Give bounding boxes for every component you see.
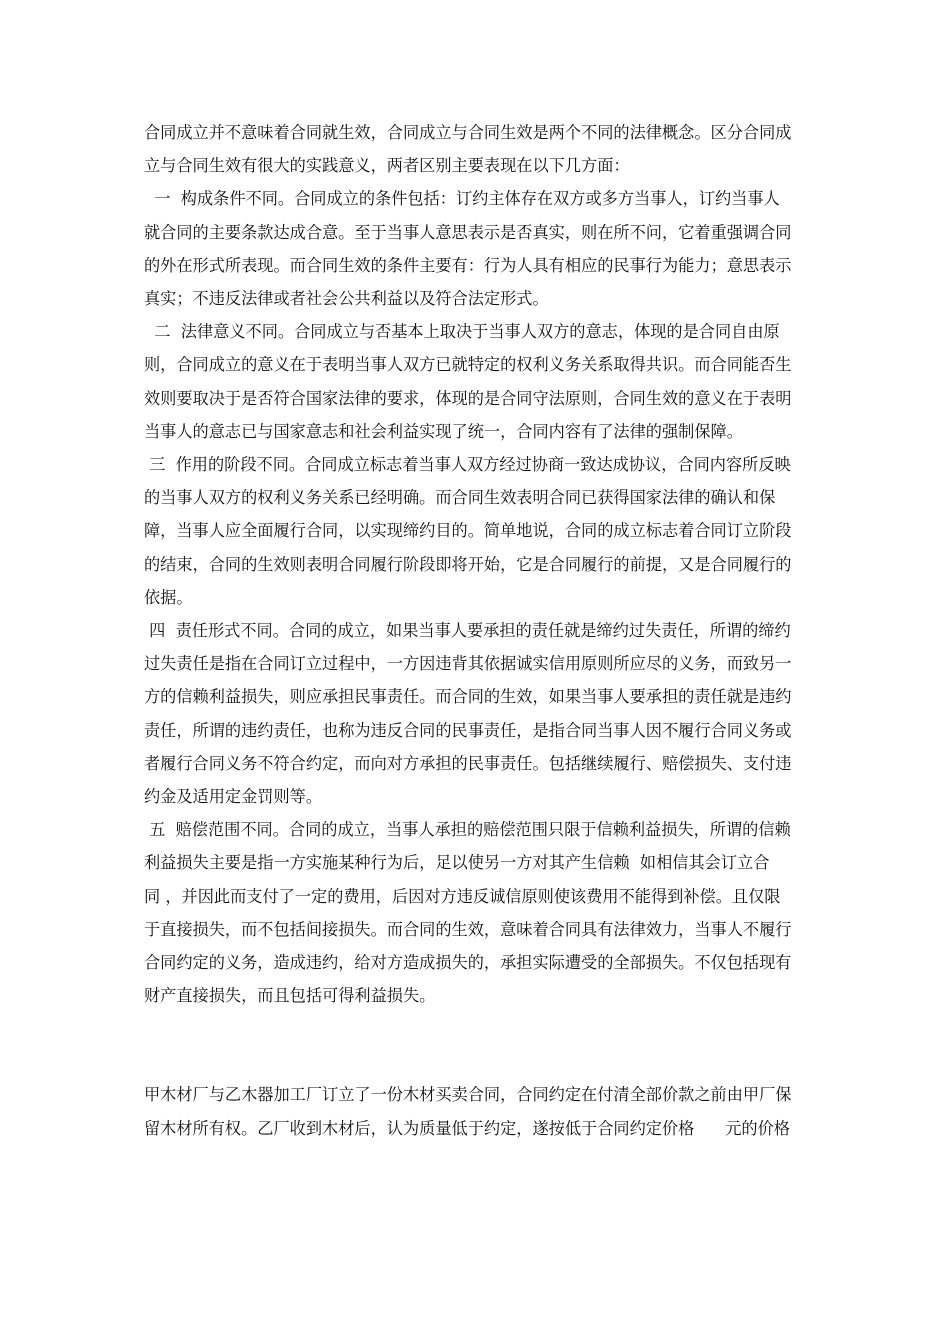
text-line: 就合同的主要条款达成合意。至于当事人意思表示是否真实，则在所不问，它着重强调合同 [144, 222, 792, 242]
text-line: 真实；不违反法律或者社会公共利益以及符合法定形式。 [144, 289, 549, 309]
text-line: 留木材所有权。乙厂收到木材后，认为质量低于约定，遂按低于合同约定价格 元的价格 [144, 1118, 790, 1138]
text-line: 过失责任是指在合同订立过程中，一方因违背其依据诚实信用原则所应尽的义务，而致另一 [144, 654, 792, 674]
text-line: 依据。 [144, 587, 193, 607]
text-line: 合同约定的义务，造成违约，给对方造成损失的，承担实际遭受的全部损失。不仅包括现有 [144, 953, 792, 973]
text-line: 约金及适用定金罚则等。 [144, 787, 323, 807]
text-line: 同 ，并因此而支付了一定的费用，后因对方违反诚信原则使该费用不能得到补偿。且仅限 [144, 886, 781, 906]
section-contract-formation-vs-effect [144, 116, 812, 1012]
text-line: 者履行合同义务不符合约定，而向对方承担的民事责任。包括继续履行、赔偿损失、支付违 [144, 753, 792, 773]
text-line: 的结束，合同的生效则表明合同履行阶段即将开始，它是合同履行的前提，又是合同履行的 [144, 554, 792, 574]
text-line: 立与合同生效有很大的实践意义，两者区别主要表现在以下几方面： [144, 156, 630, 176]
text-line: 五 赔偿范围不同。合同的成立，当事人承担的赔偿范围只限于信赖利益损失，所谓的信赖 [144, 820, 791, 840]
text-line: 财产直接损失，而且包括可得利益损失。 [144, 986, 436, 1006]
text-line: 障，当事人应全面履行合同，以实现缔约目的。简单地说，合同的成立标志着合同订立阶段 [144, 521, 792, 541]
paragraph-gap [144, 1012, 812, 1078]
text-line: 四 责任形式不同。合同的成立，如果当事人要承担的责任就是缔约过失责任，所谓的缔约 [144, 621, 791, 641]
text-line: 则，合同成立的意义在于表明当事人双方已就特定的权利义务关系取得共识。而合同能否生 [144, 355, 792, 375]
section-wood-sale-case [144, 1078, 812, 1145]
text-line: 责任，所谓的违约责任，也称为违反合同的民事责任，是指合同当事人因不履行合同义务或 [144, 720, 792, 740]
text-line: 方的信赖利益损失，则应承担民事责任。而合同的生效，如果当事人要承担的责任就是违约 [144, 687, 792, 707]
text-line: 的当事人双方的权利义务关系已经明确。而合同生效表明合同已获得国家法律的确认和保 [144, 488, 776, 508]
text-line: 的外在形式所表现。而合同生效的条件主要有：行为人具有相应的民事行为能力；意思表示 [144, 255, 792, 275]
text-line: 甲木材厂与乙木器加工厂订立了一份木材买卖合同，合同约定在付清全部价款之前由甲厂保 [144, 1085, 792, 1105]
text-line: 合同成立并不意味着合同就生效，合同成立与合同生效是两个不同的法律概念。区分合同成 [144, 123, 792, 142]
text-line: 效则要取决于是否符合国家法律的要求，体现的是合同守法原则，合同生效的意义在于表明 [144, 388, 792, 408]
text-line: 三 作用的阶段不同。合同成立标志着当事人双方经过协商一致达成协议，合同内容所反映 [144, 455, 791, 475]
document-body [144, 116, 812, 1145]
text-line: 二 法律意义不同。合同成立与否基本上取决于当事人双方的意志，体现的是合同自由原 [144, 322, 780, 342]
text-line: 利益损失主要是指一方实施某种行为后，足以使另一方对其产生信赖 如相信其会订立合 [144, 853, 770, 873]
text-line: 一 构成条件不同。合同成立的条件包括：订约主体存在双方或多方当事人，订约当事人 [144, 189, 780, 209]
text-line: 当事人的意志已与国家意志和社会利益实现了统一，合同内容有了法律的强制保障。 [144, 421, 743, 441]
text-line: 于直接损失，而不包括间接损失。而合同的生效，意味着合同具有法律效力，当事人不履行 [144, 919, 792, 939]
